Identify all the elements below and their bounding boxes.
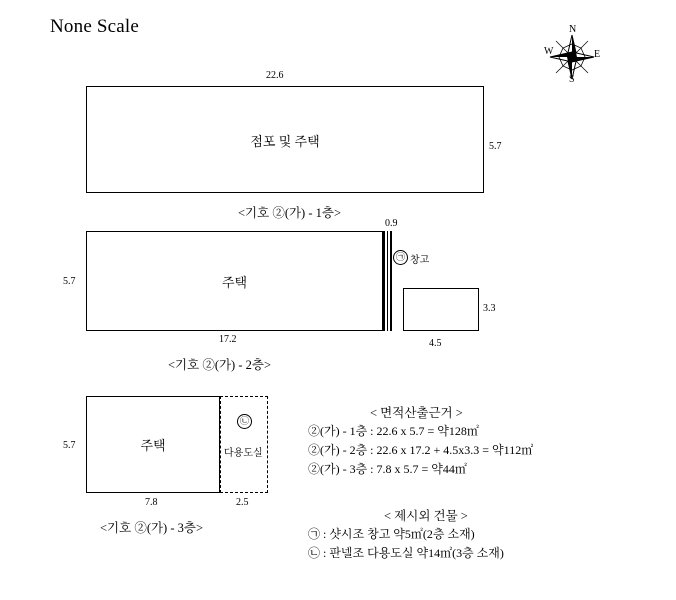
floor2-storage-label: 창고: [410, 255, 430, 266]
area-calc-line: ②(가) - 1층 : 22.6 x 5.7 = 약128㎡: [308, 424, 479, 438]
floor1-room-label: 점포 및 주택: [250, 134, 320, 149]
excluded-lines: [308, 525, 504, 563]
compass-label-south: S: [569, 74, 575, 85]
floor1-height-dim: 5.7: [489, 141, 502, 152]
floor2-annex-rectangle: [403, 288, 479, 331]
floor2-room-label: 주택: [221, 275, 248, 290]
area-calc-line: ②(가) - 3층 : 7.8 x 5.7 = 약44㎡: [308, 462, 467, 476]
floor2-caption: <기호 ②(가) - 2층>: [168, 358, 272, 372]
floor3-annex-width-dim: 2.5: [236, 497, 249, 508]
page-title: None Scale: [50, 16, 140, 37]
floor2-strip-dim: 0.9: [385, 218, 398, 229]
floor3-annex-mark: ㉡: [237, 414, 252, 429]
area-calc-line: ②(가) - 2층 : 22.6 x 17.2 + 4.5x3.3 = 약112㎡: [308, 443, 534, 457]
compass-icon: [520, 10, 616, 100]
floor2-rectangle: [86, 231, 383, 331]
floor3-rectangle: [86, 396, 220, 493]
floor2-width-dim: 17.2: [219, 334, 237, 345]
excluded-title: < 제시외 건물 >: [384, 509, 468, 523]
floor3-width-dim: 7.8: [145, 497, 158, 508]
floor3-annex-label: 다용도실: [224, 448, 263, 459]
floor1-width-dim: 22.6: [266, 70, 284, 81]
floor3-room-label: 주택: [140, 438, 166, 453]
area-calc-title: < 면적산출근거 >: [370, 406, 463, 420]
compass-label-north: N: [569, 24, 577, 35]
compass-label-east: E: [594, 49, 601, 60]
floor3-height-dim: 5.7: [63, 440, 76, 451]
floor3-caption: <기호 ②(가) - 3층>: [100, 521, 204, 535]
compass-label-west: W: [544, 46, 554, 57]
floor2-annex-height-dim: 3.3: [483, 303, 496, 314]
floor2-annex-width-dim: 4.5: [429, 338, 442, 349]
compass-rose: [520, 10, 616, 100]
floor2-storage-mark: ㉠: [393, 250, 408, 265]
excluded-line: ㉡ : 판넬조 다용도실 약14㎡(3층 소재): [308, 546, 504, 560]
excluded-line: ㉠ : 샷시조 창고 약5㎡(2층 소재): [308, 527, 475, 541]
floor1-caption: <기호 ②(가) - 1층>: [238, 206, 342, 220]
floor2-height-dim: 5.7: [63, 276, 76, 287]
floor1-rectangle: [86, 86, 484, 193]
area-calc-lines: [308, 422, 533, 479]
floor2-storage-strip: [383, 231, 392, 331]
